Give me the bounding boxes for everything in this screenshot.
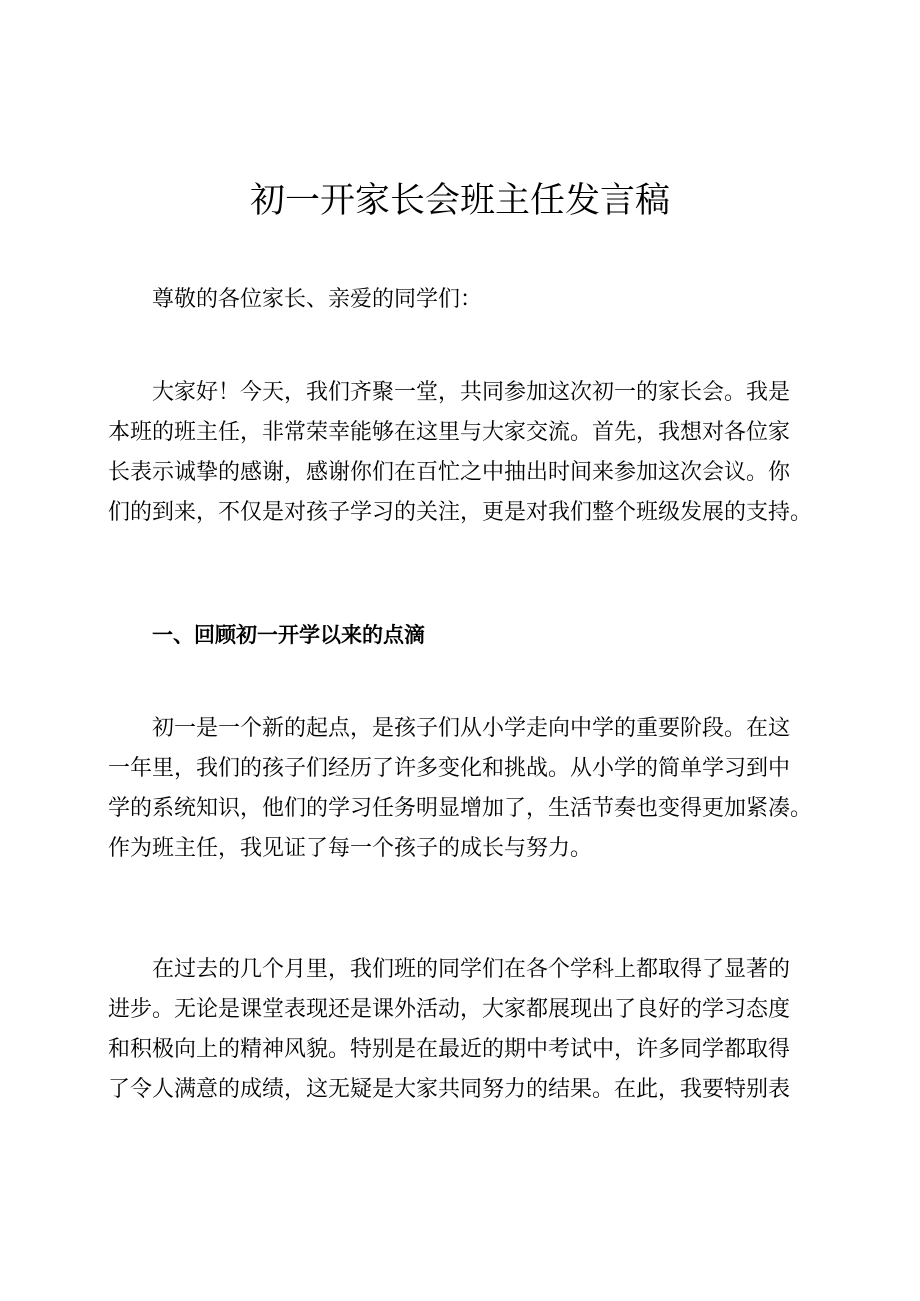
section-paragraph-1-line-1: 初一是一个新的起点，是孩子们从小学走向中学的重要阶段。在这	[152, 716, 791, 741]
document-title: 初一开家长会班主任发言稿	[249, 181, 670, 221]
greeting: 尊敬的各位家长、亲爱的同学们：	[152, 287, 483, 312]
section-paragraph-2-line-3: 和积极向上的精神风貌。特别是在最近的期中考试中，许多同学都取得	[108, 1037, 791, 1062]
section-paragraph-1-line-2: 一年里，我们的孩子们经历了许多变化和挑战。从小学的简单学习到中	[108, 756, 791, 781]
intro-line-4: 们的到来，不仅是对孩子学习的关注，更是对我们整个班级发展的支持。	[108, 500, 813, 525]
section-paragraph-2-line-4: 了令人满意的成绩，这无疑是大家共同努力的结果。在此，我要特别表	[108, 1077, 791, 1102]
intro-line-3: 长表示诚挚的感谢，感谢你们在百忙之中抽出时间来参加这次会议。你	[108, 460, 791, 485]
section-paragraph-2-line-2: 进步。无论是课堂表现还是课外活动，大家都展现出了良好的学习态度	[108, 997, 791, 1022]
intro-line-1: 大家好！今天，我们齐聚一堂，共同参加这次初一的家长会。我是	[152, 380, 791, 405]
section-heading: 一、回顾初一开学以来的点滴	[152, 623, 425, 647]
section-paragraph-2-line-1: 在过去的几个月里，我们班的同学们在各个学科上都取得了显著的	[152, 957, 791, 982]
intro-line-2: 本班的班主任，非常荣幸能够在这里与大家交流。首先，我想对各位家	[108, 420, 791, 445]
section-paragraph-2	[108, 950, 824, 1110]
section-paragraph-1-line-3: 学的系统知识，他们的学习任务明显增加了，生活节奏也变得更加紧凑。	[108, 796, 813, 821]
section-paragraph-1-line-4: 作为班主任，我见证了每一个孩子的成长与努力。	[108, 836, 593, 861]
section-paragraph-1	[108, 709, 824, 869]
intro-paragraph	[108, 373, 824, 533]
